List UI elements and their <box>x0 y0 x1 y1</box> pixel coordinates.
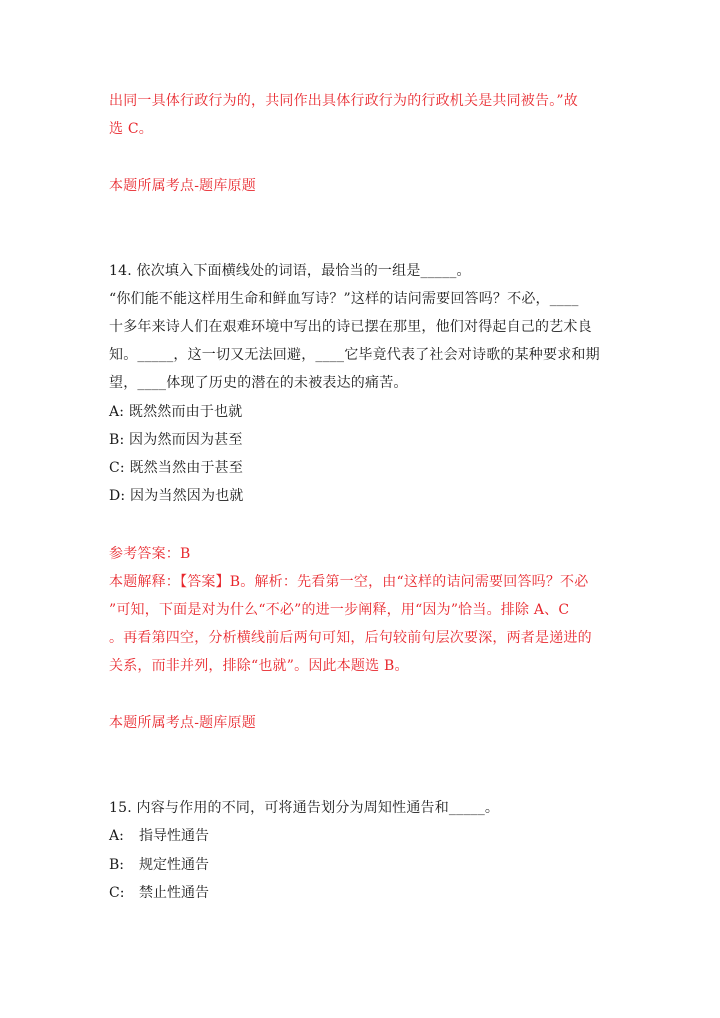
q14-analysis-line-1: 本题解释：【答案】B。解析：先看第一空，由“这样的诘问需要回答吗？不必 <box>109 574 589 590</box>
q15-option-c-text: 禁止性通告 <box>139 885 209 901</box>
q14-analysis-line-2: ”可知，下面是对为什么“不必”的进一步阐释，用“因为”恰当。排除 A、C <box>109 602 570 618</box>
q15-option-a-text: 指导性通告 <box>139 828 209 844</box>
q14-option-c: C: 既然当然由于甚至 <box>109 460 244 476</box>
q13-analysis-line-2: 选 C。 <box>109 121 153 137</box>
q14-analysis-line-3: 。再看第四空，分析横线前后两句可知，后句较前句层次要深，两者是递进的 <box>109 630 592 646</box>
q14-passage-line-3: 知。_____，这一切又无法回避，____它毕竟代表了社会对诗歌的某种要求和期 <box>109 347 600 363</box>
q14-option-d: D: 因为当然因为也就 <box>109 488 244 504</box>
q15-option-a <box>109 826 209 846</box>
q14-question: 14. 依次填入下面横线处的词语，最恰当的一组是_____。 <box>109 263 471 279</box>
q14-passage-line-1: “你们能不能这样用生命和鲜血写诗？”这样的诘问需要回答吗？不必，____ <box>109 291 579 307</box>
q15-option-b-text: 规定性通告 <box>139 857 209 873</box>
q14-source: 本题所属考点-题库原题 <box>109 715 256 731</box>
q14-passage-line-4: 望，____体现了历史的潜在的未被表达的痛苦。 <box>109 375 408 391</box>
q15-question: 15. 内容与作用的不同，可将通告划分为周知性通告和_____。 <box>109 800 500 816</box>
q15-option-b <box>109 855 209 875</box>
q15-option-b-letter: B: <box>109 857 125 873</box>
q14-option-b: B: 因为然而因为甚至 <box>109 432 243 448</box>
q13-source: 本题所属考点-题库原题 <box>109 178 256 194</box>
q15-option-a-letter: A: <box>109 828 124 844</box>
q14-passage-line-2: 十多年来诗人们在艰难环境中写出的诗已摆在那里，他们对得起自己的艺术良 <box>109 319 592 335</box>
q15-option-c-letter: C: <box>109 885 125 901</box>
q13-analysis-line-1: 出同一具体行政行为的，共同作出具体行政行为的行政机关是共同被告。”故 <box>109 93 578 109</box>
q14-option-a: A: 既然然而由于也就 <box>109 404 243 420</box>
q14-analysis-line-4: 关系，而非并列，排除“也就”。因此本题选 B。 <box>109 658 409 674</box>
q15-option-c <box>109 883 209 903</box>
q14-answer: 参考答案：B <box>109 546 191 562</box>
